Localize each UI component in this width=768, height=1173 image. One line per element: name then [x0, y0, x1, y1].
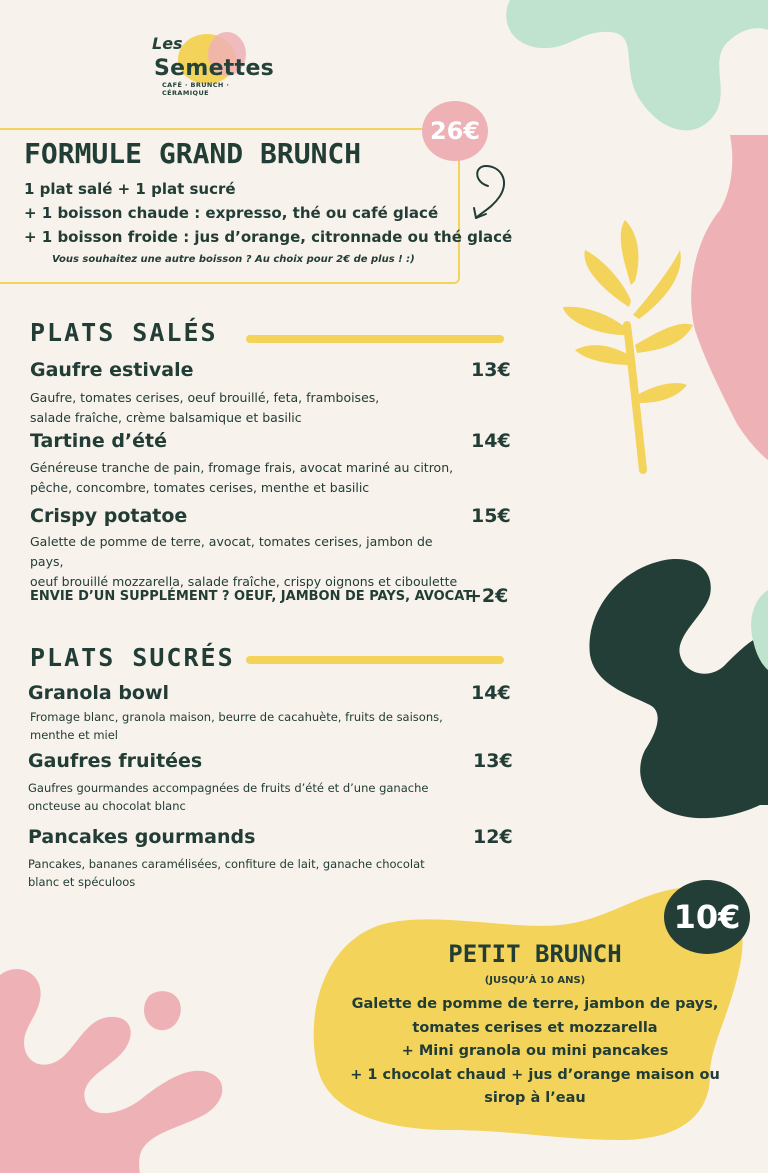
item-price-pancakes-gourmands: 12€ — [473, 826, 513, 848]
item-desc-crispy-potatoe — [30, 532, 470, 592]
petit-subtitle: (JUSQU’À 10 ANS) — [484, 975, 586, 986]
petit-line: + Mini granola ou mini pancakes — [401, 1043, 669, 1059]
petit-line: tomates cerises et mozzarella — [412, 1019, 658, 1036]
item-desc-line: blanc et spéculoos — [28, 875, 136, 889]
item-price-tartine-ete: 14€ — [471, 430, 511, 452]
item-desc-line: oeuf brouillé mozzarella, salade fraîche, crispy oignons et ciboulette — [30, 574, 458, 589]
petit-line: sirop à l’eau — [484, 1090, 586, 1106]
pink-vase-decoration — [690, 130, 768, 530]
section-bar-sucres — [246, 656, 504, 664]
mint-blob-decoration — [500, 0, 768, 150]
item-desc-line: oncteuse au chocolat blanc — [28, 799, 186, 813]
mint-edge-decoration — [748, 590, 768, 670]
item-desc-gaufre-estivale — [30, 388, 470, 428]
item-name-granola-bowl: Granola bowl — [28, 682, 170, 704]
item-desc-pancakes-gourmands — [28, 855, 468, 891]
brand-logo — [148, 30, 278, 97]
supplement-price: +2€ — [466, 585, 509, 607]
item-desc-line: Pancakes, bananes caramélisées, confiture de lait, ganache chocolat — [28, 857, 425, 871]
section-title-sucres: PLATS SUCRÉS — [30, 643, 235, 672]
item-desc-granola-bowl — [30, 708, 470, 744]
item-price-gaufre-estivale: 13€ — [471, 359, 511, 381]
item-desc-line: Galette de pomme de terre, avocat, tomates cerises, jambon de pays, — [30, 534, 433, 569]
item-desc-line: Gaufre, tomates cerises, oeuf brouillé, feta, framboises, — [30, 390, 380, 405]
formule-title: FORMULE GRAND BRUNCH — [24, 137, 362, 170]
petit-line: Galette de pomme de terre, jambon de pays, — [351, 996, 719, 1012]
green-blob-decoration — [585, 555, 768, 825]
item-desc-line: Gaufres gourmandes accompagnées de fruits d’été et d’une ganache — [28, 781, 429, 795]
item-desc-gaufres-fruitees — [28, 779, 468, 815]
logo-les: Les — [152, 34, 183, 53]
arrow-doodle-icon — [466, 158, 516, 224]
item-name-gaufres-fruitees: Gaufres fruitées — [28, 750, 203, 772]
item-name-pancakes-gourmands: Pancakes gourmands — [28, 826, 256, 848]
formule-price-badge — [422, 101, 488, 161]
item-desc-line: Généreuse tranche de pain, fromage frais, avocat mariné au citron, — [30, 460, 454, 475]
section-bar-sales — [246, 335, 504, 343]
formule-note: Vous souhaitez une autre boisson ? Au choix pour 2€ de plus ! :) — [52, 254, 415, 265]
formule-price: 26€ — [429, 117, 481, 145]
logo-name: Semettes — [154, 56, 275, 81]
formule-line-1: 1 plat salé + 1 plat sucré — [24, 180, 236, 198]
formule-line-3: + 1 boisson froide : jus d’orange, citronnade ou thé glacé — [24, 228, 513, 246]
yellow-leaf-decoration — [555, 215, 695, 475]
item-desc-line: menthe et miel — [30, 728, 119, 742]
item-name-tartine-ete: Tartine d’été — [30, 430, 167, 452]
item-desc-tartine-ete — [30, 458, 470, 498]
petit-price: 10€ — [673, 898, 741, 936]
section-title-sales: PLATS SALÉS — [30, 318, 218, 347]
item-price-crispy-potatoe: 15€ — [471, 505, 511, 527]
item-price-gaufres-fruitees: 13€ — [473, 750, 513, 772]
petit-line: + 1 chocolat chaud + jus d’orange maison ou — [350, 1066, 720, 1083]
supplement-text: ENVIE D’UN SUPPLÉMENT ? OEUF, JAMBON DE PAYS, AVOCAT — [30, 589, 473, 604]
item-desc-line: Fromage blanc, granola maison, beurre de cacahuète, fruits de saisons, — [30, 710, 443, 724]
item-desc-line: pêche, concombre, tomates cerises, menthe et basilic — [30, 480, 370, 495]
item-desc-line: salade fraîche, crème balsamique et basilic — [30, 410, 302, 425]
pink-coral-decoration — [0, 955, 260, 1173]
logo-tagline: CAFÉ · BRUNCH · CÉRAMIQUE — [162, 81, 230, 97]
item-price-granola-bowl: 14€ — [471, 682, 511, 704]
petit-title: PETIT BRUNCH — [448, 940, 622, 968]
item-name-crispy-potatoe: Crispy potatoe — [30, 505, 188, 527]
petit-description — [350, 993, 720, 1111]
item-name-gaufre-estivale: Gaufre estivale — [30, 359, 194, 381]
formule-line-2: + 1 boisson chaude : expresso, thé ou café glacé — [24, 204, 439, 222]
